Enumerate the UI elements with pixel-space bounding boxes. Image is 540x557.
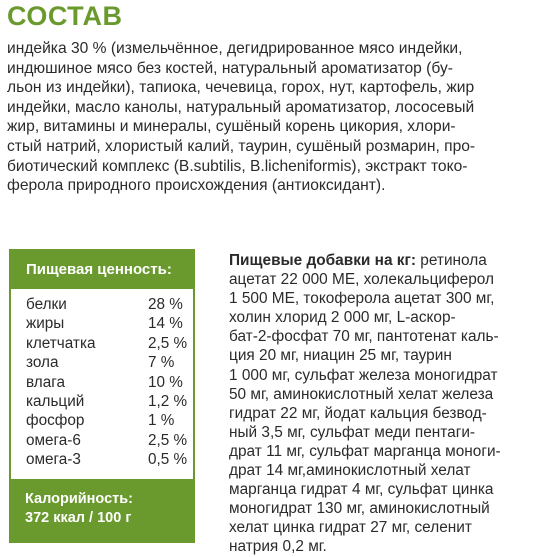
page-title: СОСТАВ — [7, 1, 123, 31]
composition-line: льон из индейки), тапиока, чечевица, горох, нут, картофель, жир — [7, 79, 475, 97]
nutrition-row — [26, 314, 193, 333]
additives-line: ный 3,5 мг, сульфат меди пентаги- — [229, 423, 476, 441]
additives-line: драт 11 мг, сульфат марганца моноги- — [229, 442, 501, 460]
calories-value: 372 ккал / 100 г — [25, 510, 132, 526]
nutrition-row — [26, 353, 193, 372]
composition-line: индюшиное мясо без костей, натуральный ароматизатор (бу- — [7, 59, 453, 77]
additives-line: драт 14 мг,аминокислотный хелат — [229, 462, 471, 480]
nutrition-row — [26, 373, 193, 392]
nutrition-panel — [9, 249, 195, 543]
nutrient-name: зола — [26, 354, 59, 372]
nutrient-value: 14 % — [148, 315, 183, 333]
nutrient-value: 1,2 % — [148, 392, 188, 410]
additives-line: натрия 0,2 мг. — [229, 538, 327, 556]
nutrition-row — [26, 450, 193, 469]
composition-line: биотический комплекс (B.subtilis, B.licheniformis), экстракт токо- — [7, 157, 468, 175]
nutrient-value: 28 % — [148, 296, 183, 313]
additives-line: гидрат 22 мг, йодат кальция безвод- — [229, 404, 487, 422]
composition-line: стый натрий, хлористый калий, таурин, сушёный розмарин, про- — [7, 137, 476, 155]
additives-line: ацетат 22 000 МЕ, холекальциферол — [229, 271, 494, 289]
composition-text — [7, 39, 537, 196]
nutrition-row — [26, 431, 193, 450]
nutrient-value: 2,5 % — [148, 334, 188, 352]
nutrient-value: 0,5 % — [148, 451, 188, 469]
nutrient-value: 2,5 % — [148, 431, 188, 449]
nutrition-row — [26, 295, 193, 314]
nutrient-name: омега-6 — [26, 431, 81, 449]
additives-line: 1 000 мг, сульфат железа моногидрат — [229, 366, 498, 384]
additives-line: холин хлорид 2 000 мг, L-аскор- — [229, 309, 456, 327]
composition-line: индейки, масло канолы, натуральный ароматизатор, лососевый — [7, 98, 475, 116]
nutrition-header: Пищевая ценность: — [11, 251, 193, 289]
additives-first-text: ретинола — [416, 252, 487, 269]
additives-line: марганца гидрат 4 мг, сульфат цинка — [229, 481, 494, 499]
nutrient-name: жиры — [26, 315, 65, 333]
additives-line: моногидрат 130 мг, аминокислотный — [229, 500, 490, 518]
composition-line: индейка 30 % (измельчённое, дегидрированное мясо индейки, — [7, 40, 463, 57]
composition-line: ферола природного происхождения (антиоксидант). — [7, 177, 386, 195]
nutrition-row — [26, 411, 193, 430]
additives-line: бат-2-фосфат 70 мг, пантотенат каль- — [229, 328, 499, 346]
additives-text — [229, 251, 539, 557]
additives-line: 50 мг, аминокислотный хелат железа — [229, 385, 494, 403]
nutrition-row — [26, 334, 193, 353]
nutrient-name: омега-3 — [26, 451, 81, 469]
nutrient-value: 1 % — [148, 412, 175, 430]
additives-line: ция 20 мг, ниацин 25 мг, таурин — [229, 347, 452, 365]
additives-line — [229, 251, 539, 270]
nutrient-value: 7 % — [148, 354, 175, 372]
additives-line: 1 500 МЕ, токоферола ацетат 300 мг, — [229, 290, 495, 308]
additives-line: хелат цинка гидрат 27 мг, селенит — [229, 519, 472, 537]
additives-heading: Пищевые добавки на кг: — [229, 252, 417, 269]
nutrient-name: клетчатка — [26, 334, 96, 352]
nutrition-table — [11, 289, 193, 470]
nutrition-row — [26, 392, 193, 411]
nutrient-name: фосфор — [26, 412, 85, 430]
nutrient-name: влага — [26, 373, 65, 391]
nutrient-name: кальций — [26, 392, 85, 410]
calories-label: Калорийность: — [25, 491, 133, 507]
composition-line: жир, витамины и минералы, сушёный корень цикория, хлори- — [7, 118, 456, 136]
nutrient-value: 10 % — [148, 373, 183, 391]
calories-footer — [11, 479, 193, 541]
nutrient-name: белки — [26, 296, 67, 313]
